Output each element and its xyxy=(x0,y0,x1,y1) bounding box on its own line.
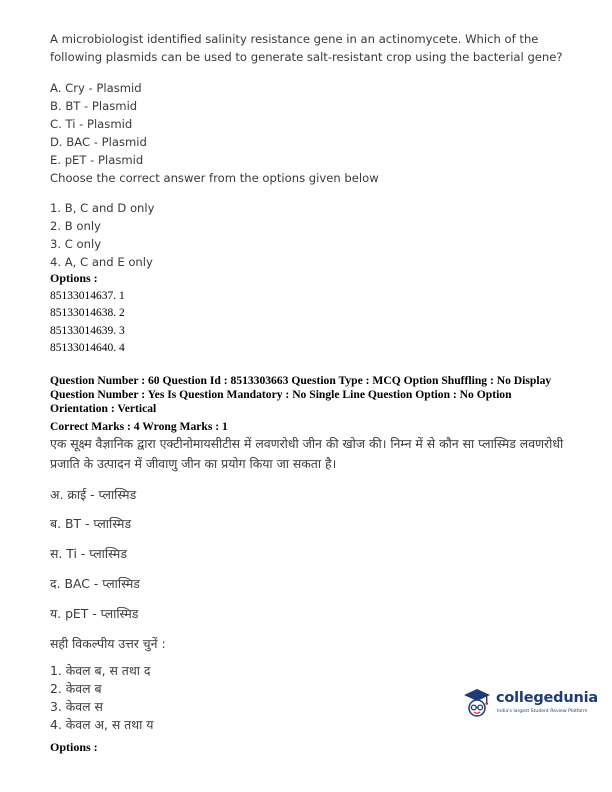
answer-choice-4-hi: 4. केवल अ, स तथा य xyxy=(50,717,154,732)
answer-choice-4-en: 4. A, C and E only xyxy=(50,255,153,269)
answer-choice-2-hi: 2. केवल ब xyxy=(50,681,102,696)
metadata-line-3: Orientation : Vertical xyxy=(50,402,157,416)
marks-info: Correct Marks : 4 Wrong Marks : 1 xyxy=(50,420,228,433)
logo-wordmark: collegedunia xyxy=(496,690,598,706)
answer-choices-en xyxy=(50,199,155,271)
instruction-en: Choose the correct answer from the options given below xyxy=(50,171,379,185)
options-label: Options : xyxy=(50,271,98,285)
option-a-hi: अ. क्राई - प्लास्मिड xyxy=(50,487,137,502)
logo-tagline: India's largest Student Review Platform xyxy=(497,709,588,714)
answer-choice-1-hi: 1. केवल ब, स तथा द xyxy=(50,663,151,678)
option-id-4: 85133014640. 4 xyxy=(50,341,125,354)
option-b-hi: ब. BT - प्लास्मिड xyxy=(50,516,132,531)
option-d-hi: द. BAC - प्लास्मिड xyxy=(50,576,140,591)
answer-choice-3-en: 3. C only xyxy=(50,237,102,251)
graduate-cap-icon xyxy=(463,686,491,720)
question-metadata xyxy=(50,374,580,417)
question-text-en: A microbiologist identified salinity resistance gene in an actinomycete. Which of the following plasmids can be used to generate salt-resistant crop using the bacterial gene? xyxy=(50,32,563,64)
option-d-en: D. BAC - Plasmid xyxy=(50,135,147,149)
answer-choice-3-hi: 3. केवल स xyxy=(50,699,103,714)
option-c-hi: स. Ti - प्लास्मिड xyxy=(50,546,127,561)
answer-choices-hi xyxy=(50,662,153,734)
option-id-list xyxy=(50,288,125,357)
options-label-2: Options : xyxy=(50,740,98,754)
option-id-2: 85133014638. 2 xyxy=(50,307,125,320)
collegedunia-logo xyxy=(463,686,598,726)
option-a-en: A. Cry - Plasmid xyxy=(50,81,142,95)
answer-choice-2-en: 2. B only xyxy=(50,219,101,233)
answer-choice-1-en: 1. B, C and D only xyxy=(50,201,155,215)
question-options-en xyxy=(50,79,147,169)
option-c-en: C. Ti - Plasmid xyxy=(50,117,133,131)
metadata-line-2: Question Number : Yes Is Question Mandatory : No Single Line Question Option : No Option xyxy=(50,388,512,402)
option-b-en: B. BT - Plasmid xyxy=(50,99,138,113)
option-id-3: 85133014639. 3 xyxy=(50,324,125,337)
question-text-hi: एक सूक्ष्म वैज्ञानिक द्वारा एक्टीनोमायसीटीस में लवणरोधी जीन की खोज की। निम्न में से कौन सा प्लास्मिड लवणरोधी प्रजाति के उत्पादन में जीवाणु जीन का प्रयोग किया जा सकता है। xyxy=(50,436,564,471)
option-id-1: 85133014637. 1 xyxy=(50,290,125,302)
option-e-en: E. pET - Plasmid xyxy=(50,153,144,167)
option-e-hi: य. pET - प्लास्मिड xyxy=(50,606,139,621)
instruction-hi: सही विकल्पीय उत्तर चुनें : xyxy=(50,636,166,651)
metadata-line-1: Question Number : 60 Question Id : 8513303663 Question Type : MCQ Option Shuffling : No Display xyxy=(50,374,552,387)
